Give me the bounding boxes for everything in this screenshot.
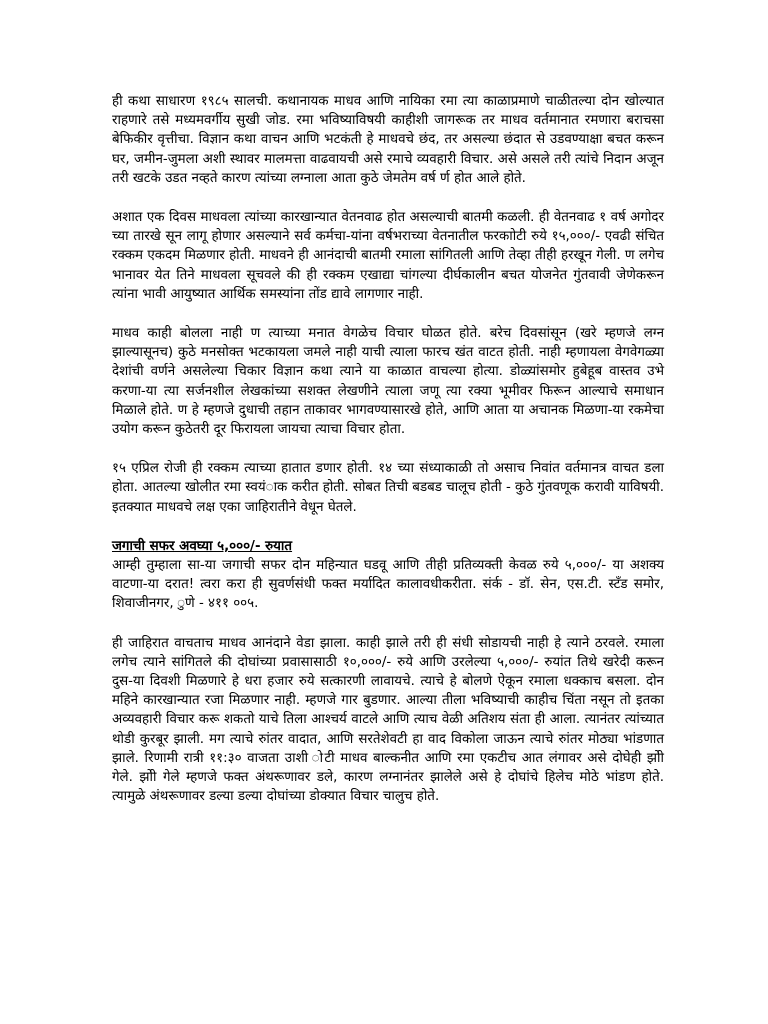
- advertisement-block: [112, 537, 669, 614]
- paragraph-2: अशात एक दिवस माधवला त्यांच्या कारखान्यात वेतनवाढ होत असल्याची बातमी कळली. ही वेतनवाढ १ वर्ष अगोदर च्या तारखे सून लागू होणार असल्याने सर्व कर्मचा-यांना वर्षभराच्या वेतनातील फरकाोटी रुये १५,०००/- एवढी संचित रक्कम एकदम मिळणार होती. माधवने ही आनंदाची बातमी रमाला सांगितली आणि तेव्हा तीही हरखून गेली. ण लगेच भानावर येत तिने माधवला सूचवले की ही रक्कम एखाद्या चांगल्या दीर्घकालीन बचत योजनेत गुंतवावी जेणेकरून त्यांना भावी आयुष्यात आर्थिक समस्यांना तोंड द्यावे लागणार नाही.: [112, 210, 669, 302]
- paragraph-5: ही जाहिरात वाचताच माधव आनंदाने वेडा झाला. काही झाले तरी ही संधी सोडायची नाही हे त्याने ठरवले. रमाला लगेच त्याने सांगितले की दोघांच्या प्रवासासाठी १०,०००/- रुये आणि उरलेल्या ५,०००/- रुयांत तिथे खरेदी करून दुस-या दिवशी मिळणारे हे धरा हजार रुये सत्कारणी लावायचे. त्याचे हे बोलणे ऐकून रमाला धक्काच बसला. दोन महिने कारखान्यात रजा मिळणार नाही. म्हणजे गार बुडणार. आल्या तीला भविष्याची काहीच चिंता नसून तो इतका अव्यवहारी विचार करू शकतो याचे तिला आश्चर्य वाटले आणि त्याच वेळी अतिशय संता ही आला. त्यानंतर त्यांच्यात थोडी कुरबूर झाली. मग त्याचे रुांतर वादात, आणि सरतेशेवटी हा वाद विकोला जाऊन त्याचे रुांतर मोठ्या भांडणात झाले. रिणामी रात्री ११:३० वाजता उाशी ोटी माधव बाल्कनीत आणि रमा एकटीच आत लंगावर असे दोघेही झोी गेले. झोी गेले म्हणजे फक्त अंथरूणावर डले, कारण लग्नानंतर झालेले असे हे दोघांचे हिलेच मोठे भांडण होते. त्यामुळे अंथरूणावर डल्या डल्या दोघांच्या डोक्यात विचार चालुच होते.: [112, 635, 669, 805]
- advertisement-heading: जगाची सफर अवघ्या ५,०००/- रुयात: [112, 538, 293, 554]
- paragraph-1: ही कथा साधारण १९८५ सालची. कथानायक माधव आणि नायिका रमा त्या काळाप्रमाणे चाळीतल्या दोन खोल्यात राहणारे तसे मध्यमवर्गीय सुखी जोड. रमा भविष्याविषयी काहीशी जागरूक तर माधव वर्तमानात रमणारा बराचसा बेफिकीर वृत्तीचा. विज्ञान कथा वाचन आणि भटकंती हे माधवचे छंद, तर असल्या छंदात से उडवण्याक्षा बचत करून घर, जमीन-जुमला अशी स्थावर मालमत्ता वाढवायची असे रमाचे व्यवहारी विचार. असे असले तरी त्यांचे निदान अजून तरी खटके उडत नव्हते कारण त्यांच्या लग्नाला आता कुठे जेमतेम वर्ष र्ण होत आले होते.: [112, 94, 669, 186]
- document-page: [112, 92, 669, 827]
- advertisement-body: आम्ही तुम्हाला सा-या जगाची सफर दोन महिन्यात घडवू आणि तीही प्रतिव्यक्ती केवळ रुये ५,०००/- या अशक्य वाटणा-या दरात! त्वरा करा ही सुवर्णसंधी फक्त मर्यादित कालावधीकरीता. संर्क - डॉ. सेन, एस.टी. स्टँड समोर, शिवाजीनगर, ुणे - ४११ ००५.: [112, 558, 669, 612]
- paragraph-3: माधव काही बोलला नाही ण त्याच्या मनात वेगळेच विचार घोळत होते. बरेच दिवसांसून (खरे म्हणजे लग्न झाल्यासूनच) कुठे मनसोक्त भटकायला जमले नाही याची त्याला फारच खंत वाटत होती. नाही म्हणायला वेगवेगळ्या देशांची वर्णने असलेल्या चिकार विज्ञान कथा त्याने या काळात वाचल्या होत्या. डोळ्यांसमोर हुबेहूब वास्तव उभे करणा-या त्या सर्जनशील लेखकांच्या सशक्त लेखणीने त्याला जणू त्या रक्या भूमीवर फिरून आल्याचे समाधान मिळाले होते. ण हे म्हणजे दुधाची तहान ताकावर भागवण्यासारखे होते, आणि आता या अचानक मिळणा-या रकमेचा उयोग करून कुठेतरी दूर फिरायला जायचा त्याचा विचार होता.: [112, 326, 669, 438]
- paragraph-4: १५ एप्रिल रोजी ही रक्कम त्याच्या हातात डणार होती. १४ च्या संध्याकाळी तो असाच निवांत वर्तमानत्र वाचत डला होता. आतल्या खोलीत रमा स्वयंाक करीत होती. सोबत तिची बडबड चालूच होती - कुठे गुंतवणूक करावी याविषयी. इतक्यात माधवचे लक्ष एका जाहिरातीने वेधून घेतले.: [112, 461, 669, 515]
